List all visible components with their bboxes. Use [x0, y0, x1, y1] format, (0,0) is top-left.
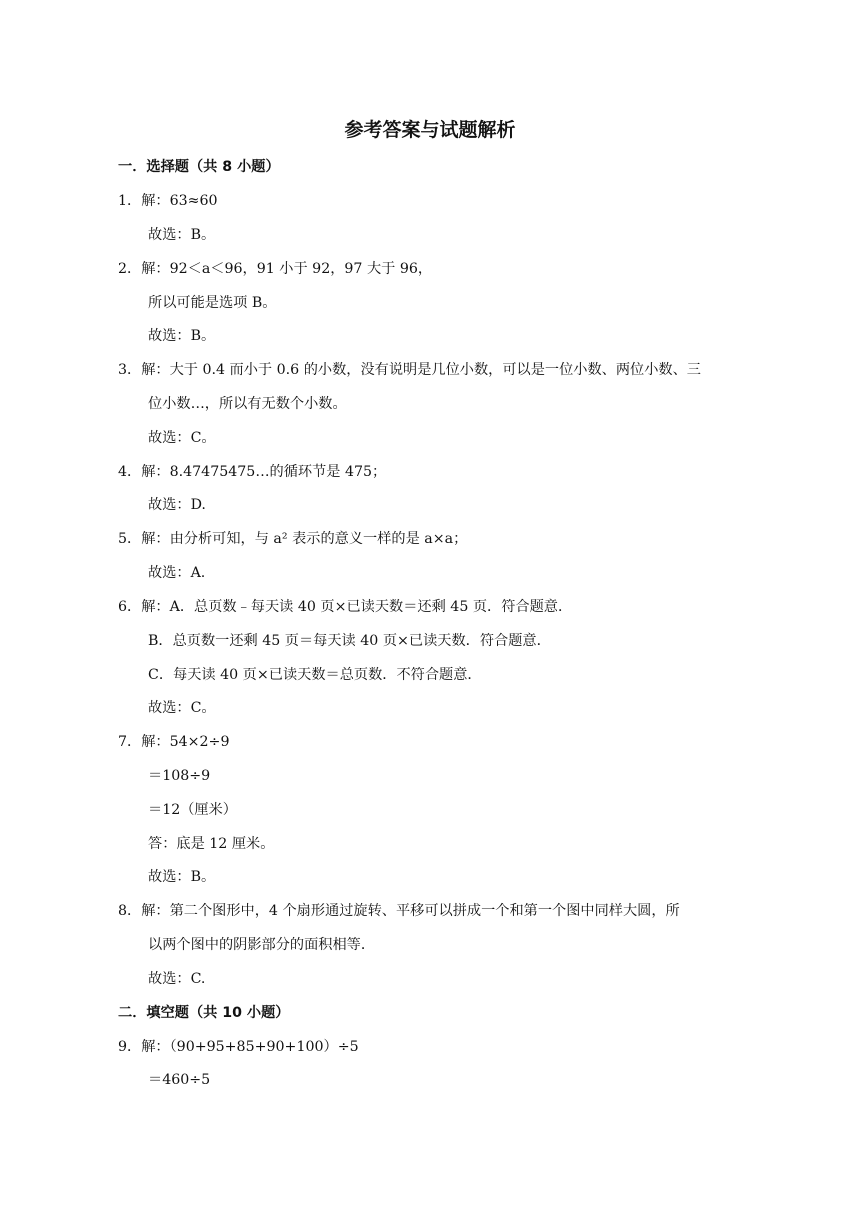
- answer-line: 1．解：63≈60: [118, 193, 218, 209]
- answer-line: 故选：C.: [148, 971, 206, 987]
- answer-line: 8．解：第二个图形中，4 个扇形通过旋转、平移可以拼成一个和第一个图中同样大圆，所: [118, 903, 680, 919]
- answer-line: 2．解：92＜a＜96，91 小于 92，97 大于 96，: [118, 261, 433, 277]
- answer-line: 故选：B。: [148, 227, 216, 243]
- answer-line: 位小数…，所以有无数个小数。: [148, 396, 347, 412]
- answer-line: 9．解：（90+95+85+90+100）÷5: [118, 1039, 359, 1055]
- answer-line: 故选：C。: [148, 700, 216, 716]
- page-title: 参考答案与试题解析: [344, 119, 516, 141]
- answer-line: 以两个图中的阴影部分的面积相等．: [148, 937, 376, 953]
- answer-line: 故选：A.: [148, 565, 206, 581]
- answer-line: 所以可能是选项 B。: [148, 295, 277, 311]
- answer-line: 答：底是 12 厘米。: [148, 836, 275, 852]
- answer-line: ＝12（厘米）: [148, 802, 237, 818]
- answer-line: 7．解：54×2÷9: [118, 734, 230, 750]
- answer-line: ＝460÷5: [148, 1072, 211, 1088]
- answer-line: C．每天读 40 页×已读天数＝总页数．不符合题意．: [148, 667, 482, 683]
- answer-line: 故选：D.: [148, 497, 206, 513]
- answer-line: 故选：C。: [148, 430, 216, 446]
- answer-line: 4．解：8.47475475…的循环节是 475；: [118, 464, 387, 480]
- section-heading-fill: 二．填空题（共 10 小题）: [118, 1005, 290, 1021]
- answer-line: 3．解：大于 0.4 而小于 0.6 的小数，没有说明是几位小数，可以是一位小数、两位小数、三: [118, 362, 701, 378]
- answer-line: 故选：B。: [148, 869, 216, 885]
- answer-line: B．总页数一还剩 45 页＝每天读 40 页×已读天数．符合题意．: [148, 633, 551, 649]
- answer-line: 5．解：由分析可知，与 a² 表示的意义一样的是 a×a；: [118, 531, 468, 547]
- answer-line: ＝108÷9: [148, 768, 211, 784]
- answer-line: 故选：B。: [148, 328, 216, 344]
- section-heading-choice: 一．选择题（共 8 小题）: [118, 159, 280, 175]
- answer-line: 6．解：A．总页数﹣每天读 40 页×已读天数＝还剩 45 页．符合题意．: [118, 599, 573, 615]
